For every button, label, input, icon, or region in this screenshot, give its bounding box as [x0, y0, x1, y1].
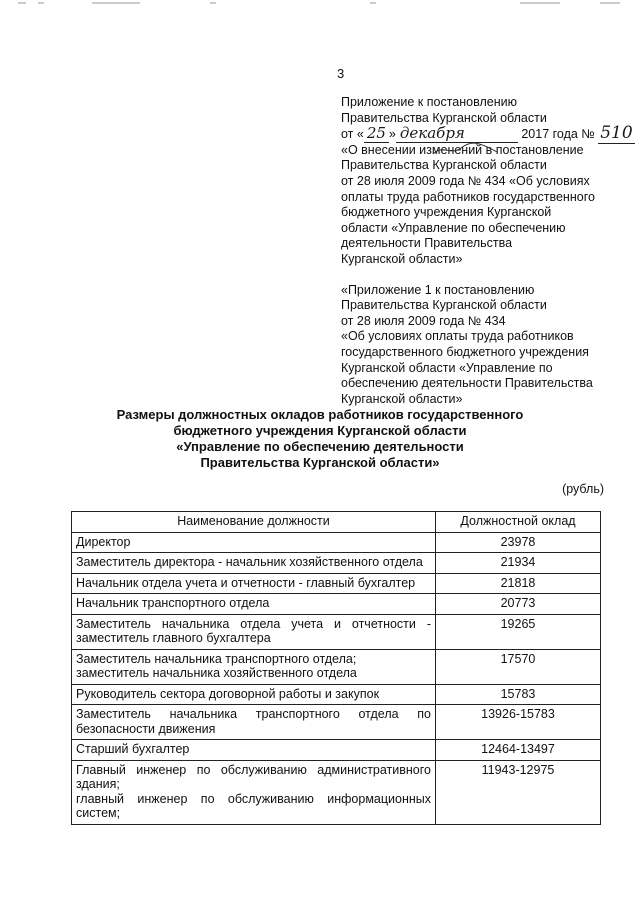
- appendix-line: деятельности Правительства: [341, 236, 513, 251]
- table-row: [72, 573, 601, 594]
- table-row: [72, 553, 601, 574]
- appendix-line: Правительства Курганской области: [341, 110, 547, 125]
- position-cell: [72, 760, 436, 824]
- salary-cell: 11943-12975: [436, 760, 601, 824]
- title-line: бюджетного учреждения Курганской области: [173, 423, 467, 438]
- appendix-line: Правительства Курганской области: [341, 158, 547, 173]
- handwritten-number: 510: [600, 123, 633, 144]
- header-position: Наименование должности: [72, 512, 436, 533]
- table-row: [72, 649, 601, 684]
- appendix-original-line: Правительства Курганской области: [341, 298, 547, 313]
- signature-stroke-icon: [431, 140, 501, 158]
- position-cell: [72, 532, 436, 553]
- position-cell: [72, 705, 436, 740]
- salary-cell: 12464-13497: [436, 740, 601, 761]
- position-text: Заместитель начальника отдела учета и отчетности - заместитель главного бухгалтера: [76, 616, 431, 645]
- position-text: заместитель начальника хозяйственного отдела: [76, 666, 357, 680]
- table-row: [72, 614, 601, 649]
- appendix-original-line: «Об условиях оплаты труда работников: [341, 329, 574, 344]
- position-cell: [72, 684, 436, 705]
- position-cell: [72, 614, 436, 649]
- table-header-row: [72, 512, 601, 533]
- unit-label: (рубль): [562, 482, 604, 496]
- header-salary: Должностной оклад: [436, 512, 601, 533]
- position-cell: [72, 553, 436, 574]
- document-title: [60, 407, 580, 471]
- table-row: [72, 594, 601, 615]
- table-row: [72, 760, 601, 824]
- table-row: [72, 532, 601, 553]
- appendix-line: оплаты труда работников государственного: [341, 189, 595, 204]
- appendix-original-line: Курганской области»: [341, 391, 463, 406]
- appendix-original-line: «Приложение 1 к постановлению: [341, 282, 535, 297]
- position-cell: [72, 649, 436, 684]
- position-text: Заместитель начальника транспортного отдела;: [76, 651, 357, 666]
- title-line: Размеры должностных окладов работников государственного: [116, 407, 524, 422]
- position-cell: [72, 594, 436, 615]
- position-text: Начальник транспортного отдела: [76, 596, 270, 610]
- position-text: Главный инженер по обслуживанию административного здания;: [76, 762, 431, 791]
- table-row: [72, 740, 601, 761]
- handwritten-month: декабря: [396, 126, 518, 143]
- appendix-line: «О внесении изменений в постановление: [341, 142, 584, 157]
- salary-cell: 17570: [436, 649, 601, 684]
- position-text: Директор: [76, 534, 131, 549]
- appendix-line: бюджетного учреждения Курганской: [341, 205, 552, 220]
- date-mid: »: [388, 127, 396, 142]
- position-cell: [72, 573, 436, 594]
- salary-cell: 15783: [436, 684, 601, 705]
- handwritten-day: 25: [364, 124, 389, 143]
- salary-cell: 21934: [436, 553, 601, 574]
- position-text: Заместитель начальника транспортного отдела по безопасности движения: [76, 707, 431, 736]
- appendix-line: от 28 июля 2009 года № 434 «Об условиях: [341, 173, 590, 188]
- position-cell: [72, 740, 436, 761]
- appendix-original-line: государственного бюджетного учреждения: [341, 344, 589, 359]
- position-text: Старший бухгалтер: [76, 742, 190, 756]
- appendix-original-line: от 28 июля 2009 года № 434: [341, 313, 506, 328]
- appendix-line: Курганской области»: [341, 251, 463, 266]
- salary-cell: 19265: [436, 614, 601, 649]
- position-text: Заместитель директора - начальник хозяйственного отдела: [76, 555, 423, 569]
- page-number: 3: [337, 66, 345, 81]
- position-text: главный инженер по обслуживанию информационных систем;: [76, 791, 431, 820]
- appendix-original-line: обеспечению деятельности Правительства: [341, 376, 593, 391]
- appendix-original-line: Курганской области «Управление по: [341, 360, 553, 375]
- position-text: Руководитель сектора договорной работы и закупок: [76, 686, 380, 701]
- salary-cell: 13926-15783: [436, 705, 601, 740]
- appendix-line: области «Управление по обеспечению: [341, 220, 566, 235]
- appendix-header: [341, 95, 633, 407]
- date-year: 2017 года №: [521, 127, 595, 142]
- table-row: [72, 705, 601, 740]
- table-body: [72, 532, 601, 824]
- title-line: Правительства Курганской области»: [200, 455, 440, 470]
- table-row: [72, 684, 601, 705]
- appendix-line: Приложение к постановлению: [341, 95, 517, 109]
- position-text: Начальник отдела учета и отчетности - главный бухгалтер: [76, 575, 416, 590]
- salary-cell: 20773: [436, 594, 601, 615]
- scan-edge-marks: [0, 0, 640, 10]
- title-line: «Управление по обеспечению деятельности: [176, 439, 464, 454]
- appendix-date-line: [341, 123, 633, 144]
- salary-table: [71, 511, 601, 825]
- salary-cell: 23978: [436, 532, 601, 553]
- date-prefix: от «: [341, 127, 364, 142]
- salary-cell: 21818: [436, 573, 601, 594]
